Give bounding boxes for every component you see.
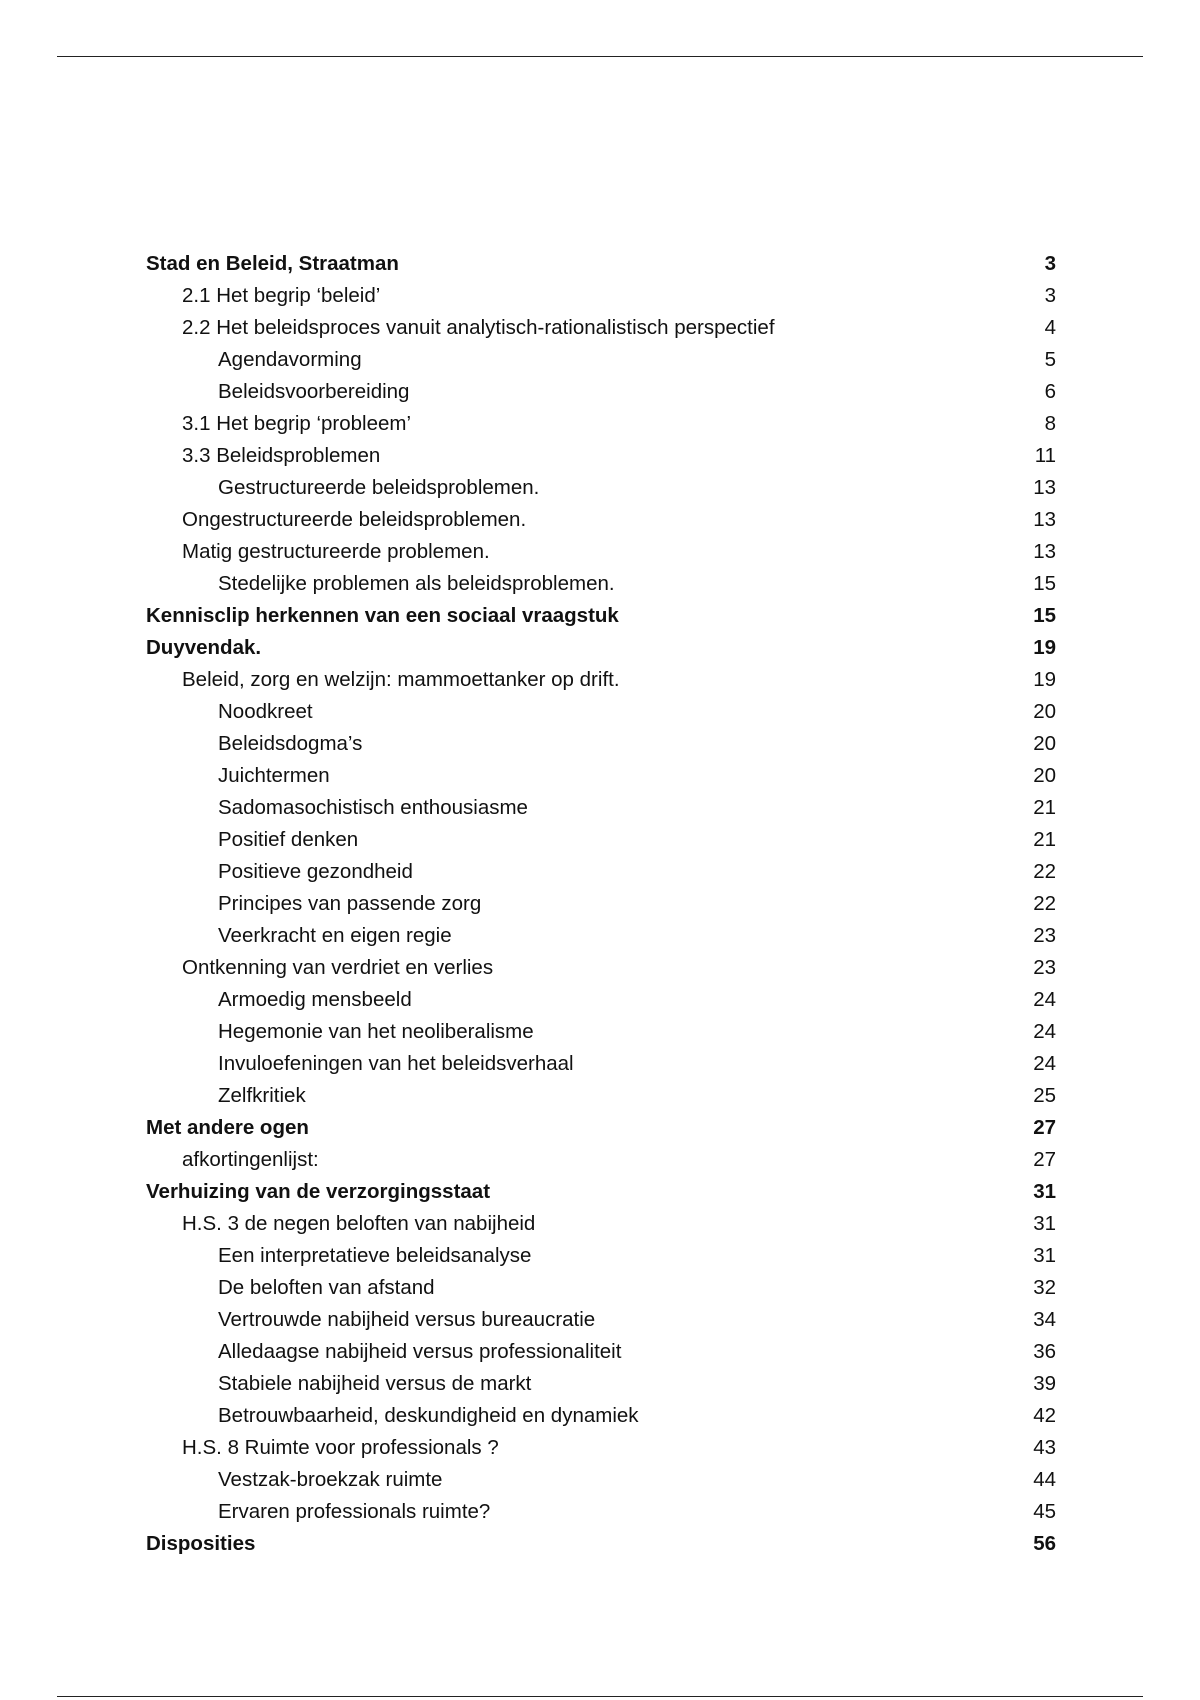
toc-entry-title: Sadomasochistisch enthousiasme	[218, 796, 528, 819]
toc-entry[interactable]	[146, 536, 1056, 568]
toc-entry-page-number: 24	[1033, 1020, 1056, 1043]
toc-entry[interactable]	[146, 760, 1056, 792]
toc-entry[interactable]	[146, 1080, 1056, 1112]
header-rule	[57, 56, 1143, 57]
toc-entry-title: Beleidsdogma’s	[218, 732, 363, 755]
toc-entry[interactable]	[146, 1432, 1056, 1464]
toc-entry-page-number: 8	[1044, 412, 1056, 435]
toc-entry[interactable]	[146, 728, 1056, 760]
toc-entry[interactable]	[146, 696, 1056, 728]
toc-entry[interactable]	[146, 600, 1056, 632]
toc-entry-page-number: 20	[1033, 732, 1056, 755]
toc-entry-page-number: 15	[1033, 572, 1056, 595]
toc-entry-page-number: 23	[1033, 924, 1056, 947]
toc-entry-page-number: 31	[1033, 1212, 1056, 1235]
toc-entry[interactable]	[146, 280, 1056, 312]
toc-entry-title: Matig gestructureerde problemen.	[182, 540, 490, 563]
toc-entry[interactable]	[146, 344, 1056, 376]
toc-entry[interactable]	[146, 248, 1056, 280]
toc-entry-title: Betrouwbaarheid, deskundigheid en dynamiek	[218, 1404, 639, 1427]
toc-entry-page-number: 5	[1044, 348, 1056, 371]
toc-entry[interactable]	[146, 1400, 1056, 1432]
toc-entry-title: Disposities	[146, 1532, 256, 1555]
toc-entry-page-number: 25	[1033, 1084, 1056, 1107]
toc-entry-page-number: 45	[1033, 1500, 1056, 1523]
toc-entry-page-number: 34	[1033, 1308, 1056, 1331]
toc-entry[interactable]	[146, 1240, 1056, 1272]
toc-entry-title: Een interpretatieve beleidsanalyse	[218, 1244, 532, 1267]
toc-entry-page-number: 3	[1044, 284, 1056, 307]
toc-entry[interactable]	[146, 888, 1056, 920]
toc-entry[interactable]	[146, 376, 1056, 408]
toc-entry-title: Ervaren professionals ruimte?	[218, 1500, 491, 1523]
toc-entry[interactable]	[146, 1144, 1056, 1176]
toc-entry-page-number: 4	[1044, 316, 1056, 339]
toc-entry-page-number: 21	[1033, 796, 1056, 819]
toc-entry[interactable]	[146, 1272, 1056, 1304]
toc-entry[interactable]	[146, 1016, 1056, 1048]
toc-entry-title: Stad en Beleid, Straatman	[146, 252, 399, 275]
toc-entry-title: De beloften van afstand	[218, 1276, 435, 1299]
table-of-contents	[146, 248, 1056, 1560]
toc-entry-title: afkortingenlijst:	[182, 1148, 319, 1171]
toc-entry[interactable]	[146, 792, 1056, 824]
toc-entry[interactable]	[146, 856, 1056, 888]
toc-entry-page-number: 19	[1033, 668, 1056, 691]
toc-entry[interactable]	[146, 1176, 1056, 1208]
toc-entry[interactable]	[146, 312, 1056, 344]
toc-entry[interactable]	[146, 1336, 1056, 1368]
toc-entry-title: 2.1 Het begrip ‘beleid’	[182, 284, 381, 307]
toc-entry-page-number: 3	[1044, 252, 1056, 275]
toc-entry[interactable]	[146, 1368, 1056, 1400]
toc-entry-page-number: 44	[1033, 1468, 1056, 1491]
toc-entry[interactable]	[146, 1048, 1056, 1080]
toc-entry-title: Met andere ogen	[146, 1116, 309, 1139]
toc-entry-title: Vertrouwde nabijheid versus bureaucratie	[218, 1308, 596, 1331]
toc-entry-page-number: 23	[1033, 956, 1056, 979]
toc-entry-title: Ontkenning van verdriet en verlies	[182, 956, 494, 979]
toc-entry[interactable]	[146, 632, 1056, 664]
toc-entry-title: Agendavorming	[218, 348, 362, 371]
toc-entry-title: Kennisclip herkennen van een sociaal vraagstuk	[146, 604, 619, 627]
toc-entry-page-number: 39	[1033, 1372, 1056, 1395]
toc-entry-page-number: 27	[1033, 1116, 1056, 1139]
toc-entry-page-number: 32	[1033, 1276, 1056, 1299]
toc-entry-title: Stabiele nabijheid versus de markt	[218, 1372, 532, 1395]
toc-entry-page-number: 19	[1033, 636, 1056, 659]
toc-entry[interactable]	[146, 920, 1056, 952]
toc-entry-title: 3.3 Beleidsproblemen	[182, 444, 381, 467]
footer-rule	[57, 1696, 1143, 1697]
toc-entry-title: 3.1 Het begrip ‘probleem’	[182, 412, 412, 435]
toc-entry-title: Ongestructureerde beleidsproblemen.	[182, 508, 527, 531]
toc-entry-page-number: 36	[1033, 1340, 1056, 1363]
toc-entry-title: H.S. 8 Ruimte voor professionals ?	[182, 1436, 499, 1459]
toc-entry[interactable]	[146, 952, 1056, 984]
toc-entry[interactable]	[146, 1464, 1056, 1496]
toc-entry-title: H.S. 3 de negen beloften van nabijheid	[182, 1212, 536, 1235]
toc-entry-title: Stedelijke problemen als beleidsproblemen.	[218, 572, 615, 595]
toc-entry-page-number: 21	[1033, 828, 1056, 851]
toc-entry-page-number: 22	[1033, 860, 1056, 883]
toc-entry-page-number: 27	[1033, 1148, 1056, 1171]
toc-entry-page-number: 15	[1033, 604, 1056, 627]
toc-entry-title: 2.2 Het beleidsproces vanuit analytisch-rationalistisch perspectief	[182, 316, 775, 339]
toc-entry-title: Hegemonie van het neoliberalisme	[218, 1020, 534, 1043]
toc-entry-page-number: 43	[1033, 1436, 1056, 1459]
toc-entry[interactable]	[146, 472, 1056, 504]
toc-entry-page-number: 11	[1034, 444, 1056, 467]
toc-entry-title: Zelfkritiek	[218, 1084, 306, 1107]
toc-entry[interactable]	[146, 1528, 1056, 1560]
toc-entry[interactable]	[146, 1496, 1056, 1528]
toc-entry-page-number: 24	[1033, 988, 1056, 1011]
toc-entry-title: Juichtermen	[218, 764, 330, 787]
toc-entry-page-number: 20	[1033, 700, 1056, 723]
toc-entry-title: Armoedig mensbeeld	[218, 988, 412, 1011]
toc-entry-page-number: 31	[1033, 1244, 1056, 1267]
toc-entry-page-number: 13	[1033, 476, 1056, 499]
toc-entry-title: Positief denken	[218, 828, 359, 851]
toc-entry-title: Verhuizing van de verzorgingsstaat	[146, 1180, 491, 1203]
toc-entry-page-number: 56	[1033, 1532, 1056, 1555]
toc-entry-page-number: 24	[1033, 1052, 1056, 1075]
toc-entry-page-number: 13	[1033, 508, 1056, 531]
toc-entry-page-number: 6	[1044, 380, 1056, 403]
toc-entry-page-number: 22	[1033, 892, 1056, 915]
toc-entry-title: Positieve gezondheid	[218, 860, 413, 883]
toc-entry-title: Invuloefeningen van het beleidsverhaal	[218, 1052, 574, 1075]
toc-entry-page-number: 31	[1033, 1180, 1056, 1203]
toc-entry[interactable]	[146, 664, 1056, 696]
toc-entry[interactable]	[146, 408, 1056, 440]
toc-entry[interactable]	[146, 1112, 1056, 1144]
toc-entry[interactable]	[146, 568, 1056, 600]
toc-entry-title: Gestructureerde beleidsproblemen.	[218, 476, 540, 499]
toc-entry-page-number: 42	[1033, 1404, 1056, 1427]
toc-entry[interactable]	[146, 984, 1056, 1016]
toc-entry-title: Beleidsvoorbereiding	[218, 380, 410, 403]
toc-entry[interactable]	[146, 504, 1056, 536]
toc-entry-title: Alledaagse nabijheid versus professionaliteit	[218, 1340, 622, 1363]
toc-entry-title: Noodkreet	[218, 700, 313, 723]
toc-entry-title: Veerkracht en eigen regie	[218, 924, 452, 947]
toc-entry[interactable]	[146, 824, 1056, 856]
toc-entry-page-number: 20	[1033, 764, 1056, 787]
toc-entry-title: Principes van passende zorg	[218, 892, 482, 915]
toc-entry[interactable]	[146, 1208, 1056, 1240]
toc-entry-title: Vestzak-broekzak ruimte	[218, 1468, 443, 1491]
toc-entry[interactable]	[146, 440, 1056, 472]
toc-entry[interactable]	[146, 1304, 1056, 1336]
toc-entry-title: Beleid, zorg en welzijn: mammoettanker op drift.	[182, 668, 620, 691]
toc-entry-page-number: 13	[1033, 540, 1056, 563]
toc-entry-title: Duyvendak.	[146, 636, 262, 659]
